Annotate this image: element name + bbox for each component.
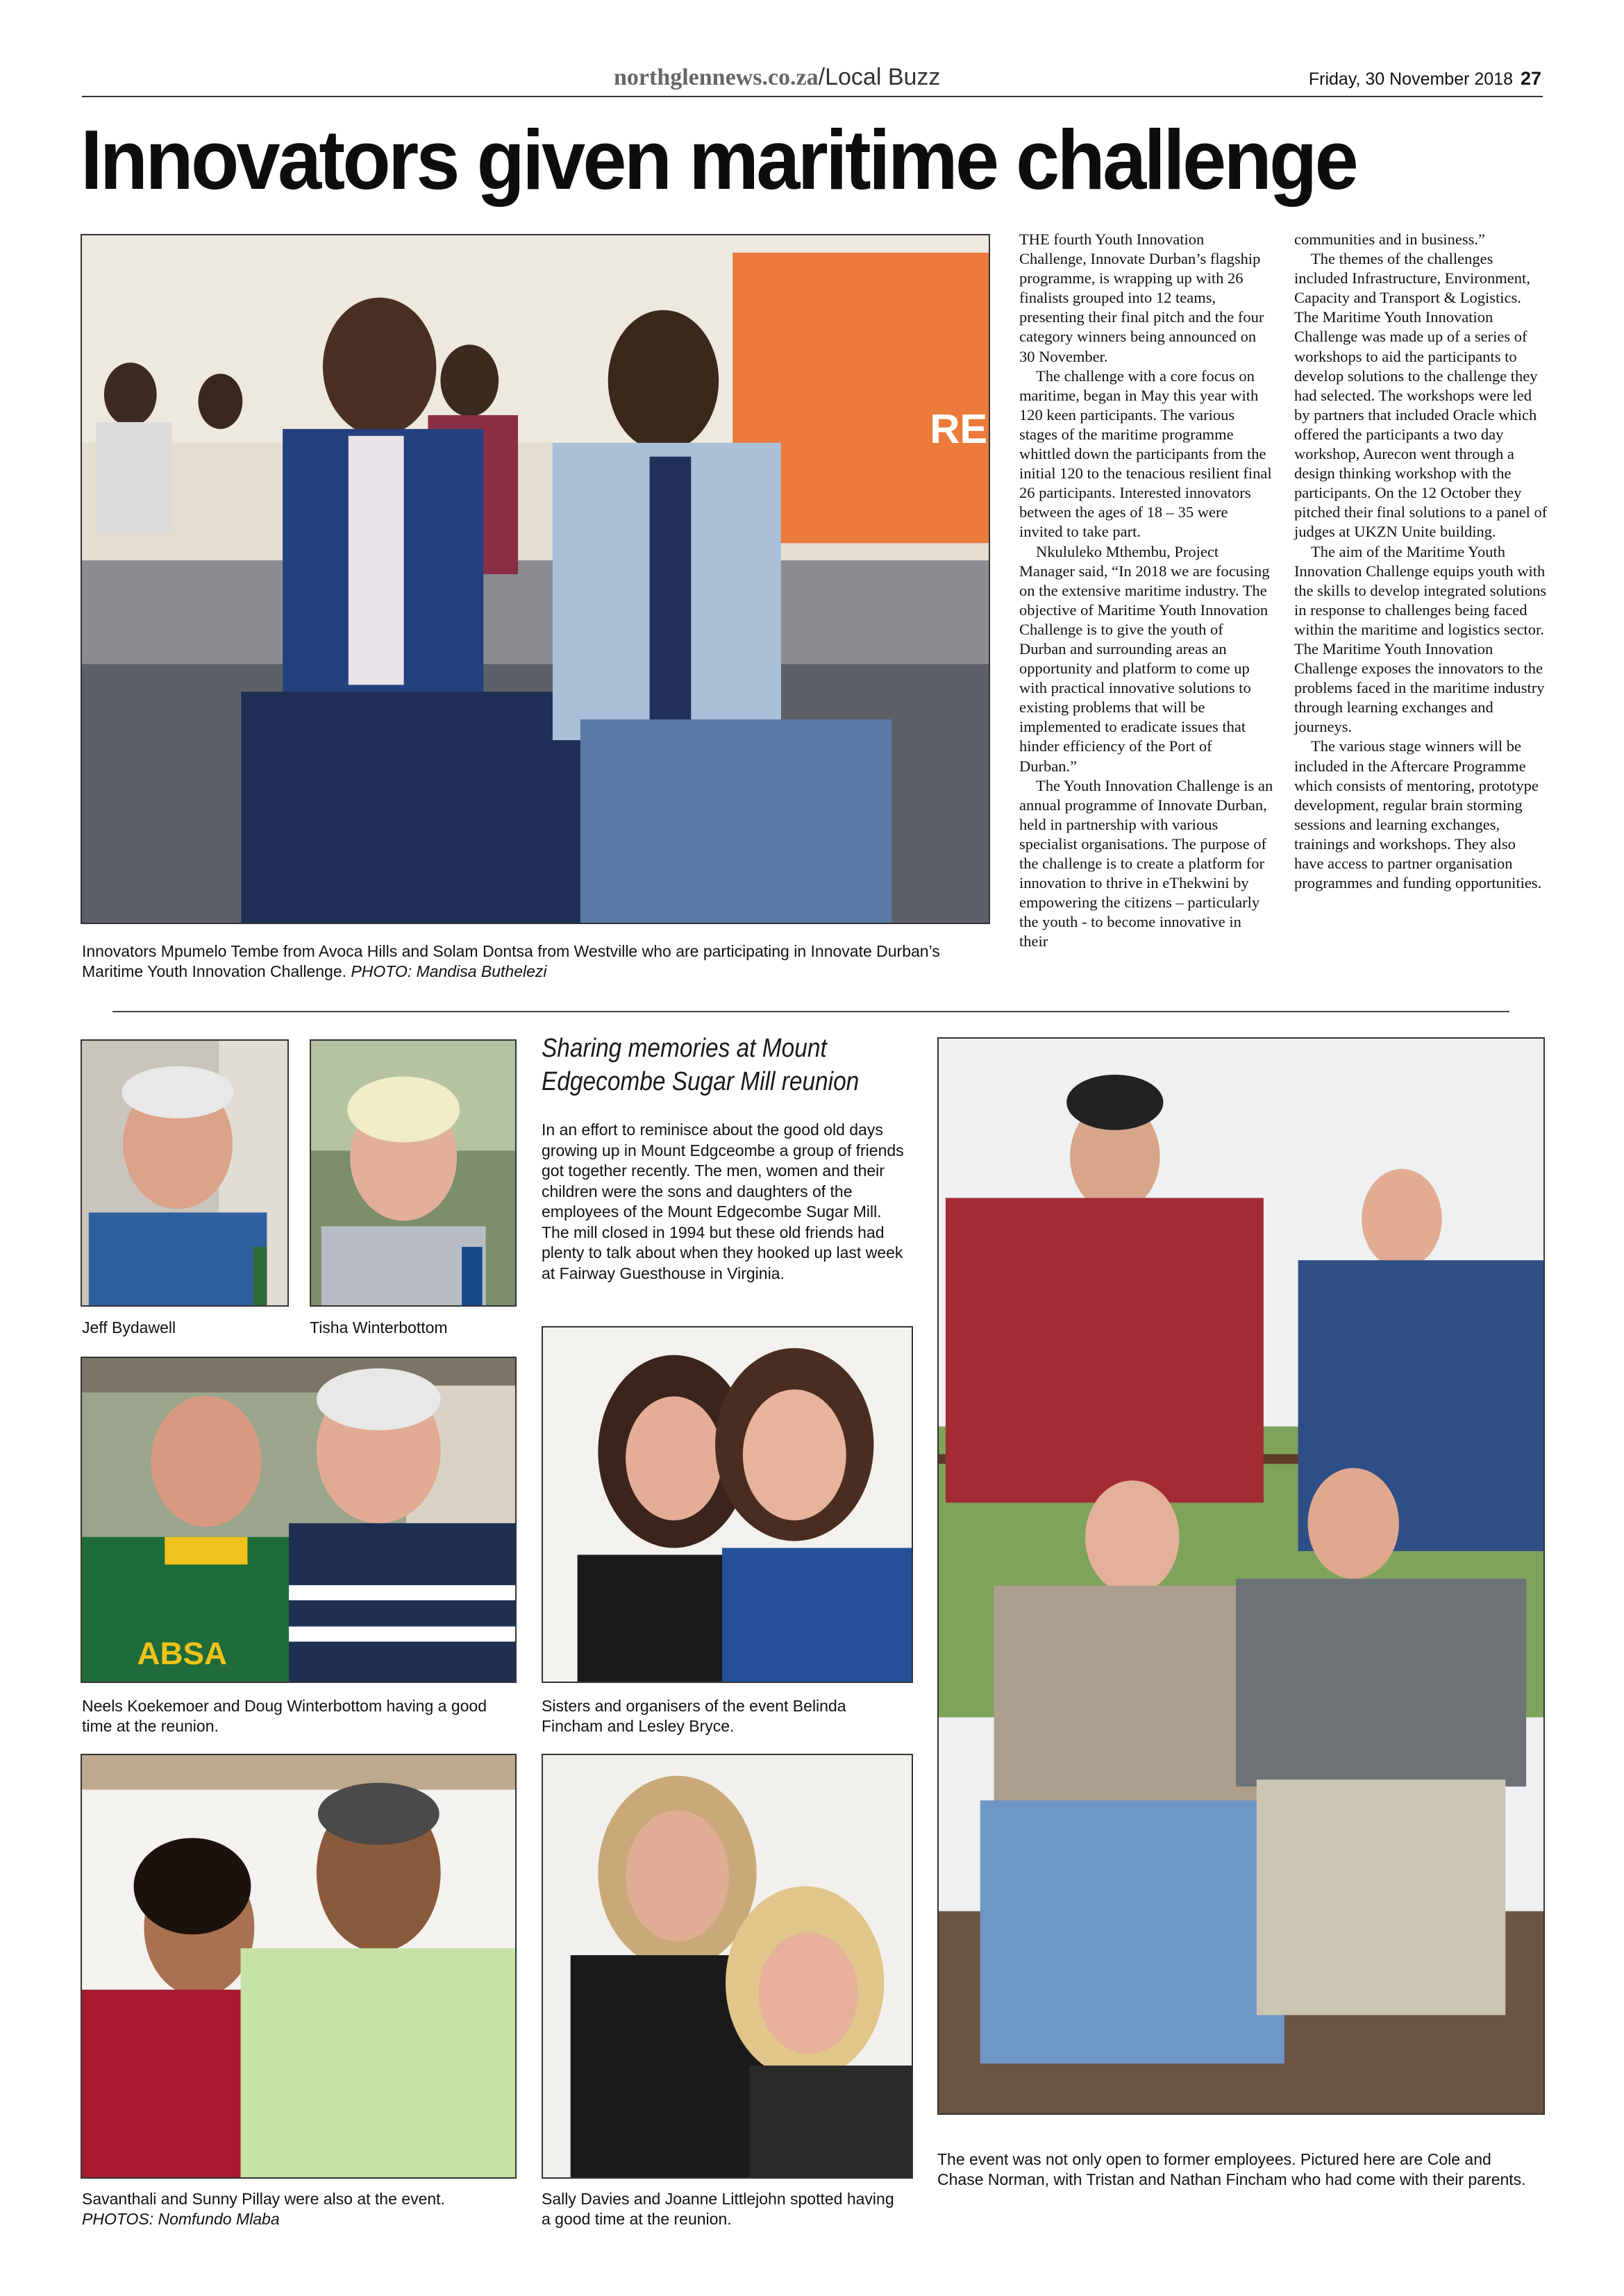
caption-neels-doug: Neels Koekemoer and Doug Winterbottom having a good time at the reunion. xyxy=(82,1697,487,1735)
issue-date: Friday, 30 November 2018 xyxy=(1308,69,1513,89)
neels-doug-illustration xyxy=(82,1358,515,1682)
photo-savanthali-sunny xyxy=(81,1754,517,2179)
main-photo-caption xyxy=(82,941,964,982)
header-rule xyxy=(82,96,1543,97)
site-name-text: northglennews.co.za xyxy=(614,65,819,90)
caption-savanthali xyxy=(82,2189,512,2229)
photo-sisters xyxy=(542,1326,913,1683)
caption-sally-joanne: Sally Davies and Joanne Littlejohn spotted having a good time at the reunion. xyxy=(542,2190,894,2228)
main-photo xyxy=(81,234,990,924)
banner-text xyxy=(930,405,987,452)
photo-jeff-bydawell xyxy=(81,1039,289,1307)
section-name: /Local Buzz xyxy=(818,64,941,90)
savanthali-sunny-illustration xyxy=(82,1755,515,2177)
issue-date-group xyxy=(1309,68,1541,90)
caption-savanthali-credit: PHOTOS: Nomfundo Mlaba xyxy=(82,2210,280,2228)
section-divider xyxy=(112,1011,1509,1012)
main-photo-illustration xyxy=(82,235,989,923)
sally-joanne-illustration xyxy=(543,1755,912,2177)
article-paragraph: The Youth Innovation Challenge is an annual programme of Innovate Durban, held in partnership with various specialist organisations. The purpose of the challenge is to create a platform for innovation to thrive in eThekwini by empowering the citizens – particularly the youth - to become innovative in their xyxy=(1019,776,1273,950)
article-paragraph: The challenge with a core focus on maritime, began in May this year with 120 keen participants. The various stages of the maritime programme whittled down the participants from the initial 120 to the tenacious resilient final 26 participants. Interested innovators between the ages of 18 – 35 were invited to take part. xyxy=(1019,367,1272,541)
article-paragraph: THE fourth Youth Innovation Challenge, Innovate Durban’s flagship programme, is wrapping up with 26 finalists grouped into 12 teams, presenting their final pitch and the four category winners being announced on 30 November. xyxy=(1019,231,1264,365)
photo-tisha-winterbottom xyxy=(310,1039,517,1307)
caption-savanthali-text: Savanthali and Sunny Pillay were also at the event. xyxy=(82,2190,445,2208)
caption-sisters: Sisters and organisers of the event Belinda Fincham and Lesley Bryce. xyxy=(542,1697,846,1735)
main-photo-credit: PHOTO: Mandisa Buthelezi xyxy=(351,962,547,980)
shirt-text xyxy=(137,1636,226,1671)
jeff-illustration xyxy=(82,1041,287,1305)
svg-text:RE: RE xyxy=(930,405,988,452)
caption-event-group: The event was not only open to former employees. Pictured here are Cole and Chase Norman, with Tristan and Nathan Fincham who had come with their parents. xyxy=(937,2150,1526,2188)
sisters-illustration xyxy=(543,1327,912,1682)
site-name[interactable] xyxy=(614,64,940,91)
reunion-headline xyxy=(542,1032,871,1098)
caption-jeff: Jeff Bydawell xyxy=(82,1318,176,1336)
reunion-headline-line2: Edgecombe Sugar Mill reunion xyxy=(542,1067,860,1096)
reunion-body xyxy=(542,1120,913,1284)
headline: Innovators given maritime challenge xyxy=(81,112,1357,207)
article-paragraph: Nkululeko Mthembu, Project Manager said, “In 2018 we are focusing on the extensive maritime industry. The objective of Maritime Youth Innovation Challenge is to give the youth of Durban and surrounding areas an opportunity and platform to come up with practical innovative solutions to existing problems that will be implemented to eradicate issues that hinder efficiency of the Port of Durban.” xyxy=(1019,542,1270,775)
photo-sally-joanne xyxy=(542,1754,913,2179)
main-photo-caption-text: Innovators Mpumelo Tembe from Avoca Hills and Solam Dontsa from Westville who are participating in Innovate Durban’s Maritime Youth Innovation Challenge. xyxy=(82,942,940,980)
article-column-1 xyxy=(1019,230,1273,951)
article-paragraph: The themes of the challenges included Infrastructure, Environment, Capacity and Transport & Logistics. The Maritime Youth Innovation Challenge was made up of a series of workshops to aid the participants to develop solutions to the challenge they had selected. The workshops were led by partners that included Oracle which offered the participants a two day workshop, Aurecon went through a design thinking workshop with the participants. On the 12 October they pitched their final solutions to a panel of judges at UKZN Unite building. xyxy=(1294,250,1548,541)
reunion-body-text: In an effort to reminisce about the good old days growing up in Mount Edgceombe a group of friends got together recently. The men, women and their children were the sons and daughters of the employees of the Mount Edgecombe Sugar Mill. The mill closed in 1994 but these old friends had plenty to talk about when they hooked up last week at Fairway Guesthouse in Virginia. xyxy=(542,1121,904,1282)
page-number: 27 xyxy=(1520,68,1541,89)
photo-neels-doug xyxy=(81,1357,517,1683)
svg-text:ABSA: ABSA xyxy=(137,1636,227,1672)
reunion-headline-line1: Sharing memories at Mount xyxy=(542,1034,827,1063)
masthead-strip xyxy=(83,64,1541,96)
article-paragraph: The aim of the Maritime Youth Innovation Challenge equips youth with the skills to develop integrated solutions in response to challenges being faced within the maritime and logistics sector. The Maritime Youth Innovation Challenge exposes the innovators to the problems faced in the maritime industry through learning exchanges and journeys. xyxy=(1294,542,1547,736)
article-column-2 xyxy=(1294,230,1548,893)
photo-event-group xyxy=(937,1037,1545,2115)
article-paragraph: The various stage winners will be included in the Aftercare Programme which consists of mentoring, prototype development, regular brain storming sessions and learning exchanges, trainings and workshops. They also have access to partner organisation programmes and funding opportunities. xyxy=(1294,737,1542,892)
tisha-illustration xyxy=(311,1041,515,1305)
article-paragraph: communities and in business.” xyxy=(1294,231,1485,248)
caption-tisha: Tisha Winterbottom xyxy=(310,1318,448,1336)
event-group-illustration xyxy=(939,1039,1543,2113)
